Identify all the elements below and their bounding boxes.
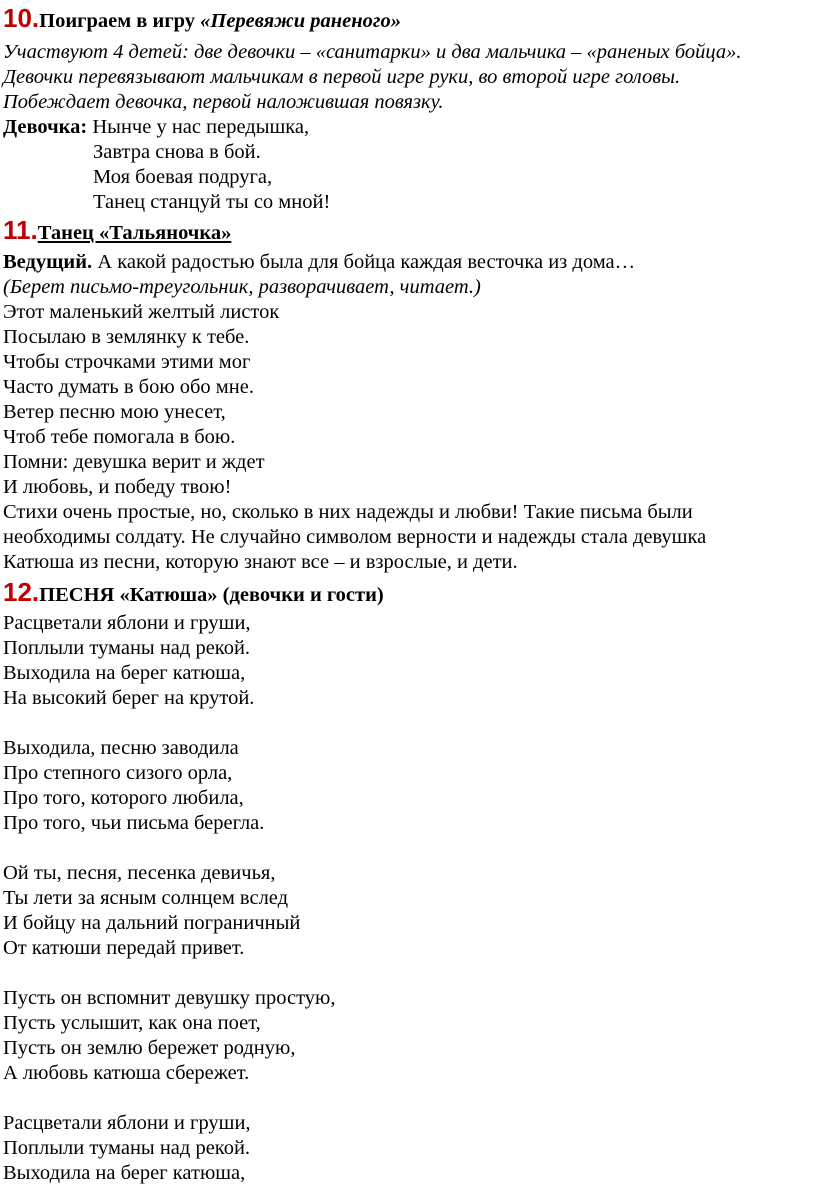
poem-line: Этот маленький желтый листок — [3, 301, 280, 323]
poem-line: Посылаю в землянку к тебе. — [3, 326, 250, 348]
section-number: 12. — [3, 577, 40, 607]
poem-line: Чтобы строчками этими мог — [3, 351, 251, 373]
song-line: Ты лети за ясным солнцем вслед — [3, 887, 289, 909]
section-number: 11. — [3, 215, 38, 245]
game-description-line: Девочки перевязывают мальчикам в первой игре руки, во второй игре головы. — [3, 66, 681, 88]
section-title-game-name: «Перевяжи раненого» — [200, 10, 401, 32]
section-number: 10. — [3, 3, 40, 33]
paragraph-line: Катюша из песни, которую знают все – и взрослые, и дети. — [3, 551, 518, 573]
song-line: Про того, чьи письма берегла. — [3, 812, 265, 834]
speaker-line — [3, 115, 309, 139]
game-description-line: Участвуют 4 детей: две девочки – «санитарки» и два мальчика – «раненых бойца». — [3, 41, 742, 63]
section-title: Танец «Тальяночка» — [37, 222, 232, 244]
poem-line: И любовь, и победу твою! — [3, 476, 232, 498]
song-line: И бойцу на дальний пограничный — [3, 912, 301, 934]
verse-line: Танец станцуй ты со мной! — [93, 191, 331, 213]
song-line: На высокий берег на крутой. — [3, 687, 255, 709]
song-line: Поплыли туманы над рекой. — [3, 1137, 251, 1159]
song-line: От катюши передай привет. — [3, 937, 245, 959]
song-line: Пусть услышит, как она поет, — [3, 1012, 261, 1034]
poem-line: Часто думать в бою обо мне. — [3, 376, 254, 398]
section-10-heading — [3, 3, 401, 33]
song-line: Про того, которого любила, — [3, 787, 244, 809]
poem-line: Ветер песню мою унесет, — [3, 401, 226, 423]
verse-line: Моя боевая подруга, — [93, 166, 273, 188]
song-line: Расцветали яблони и груши, — [3, 1112, 251, 1134]
speaker-text: А какой радостью была для бойца каждая весточка из дома… — [92, 251, 636, 273]
song-line: Расцветали яблони и груши, — [3, 612, 251, 634]
game-description-line: Побеждает девочка, первой наложившая повязку. — [3, 91, 444, 113]
section-title: Поиграем в игру — [39, 10, 201, 32]
song-line: Пусть он вспомнит девушку простую, — [3, 987, 336, 1009]
poem-line: Помни: девушка верит и ждет — [3, 451, 265, 473]
song-line: Выходила на берег катюша, — [3, 662, 246, 684]
song-line: Выходила, песню заводила — [3, 737, 239, 759]
song-line: А любовь катюша сбережет. — [3, 1062, 250, 1084]
section-title: ПЕСНЯ «Катюша» (девочки и гости) — [39, 584, 384, 606]
stage-direction: (Берет письмо-треугольник, разворачивает, читает.) — [3, 276, 481, 298]
verse-line: Нынче у нас передышка, — [87, 116, 310, 138]
paragraph-line: Стихи очень простые, но, сколько в них надежды и любви! Такие письма были — [3, 501, 693, 523]
speaker-name: Ведущий. — [3, 251, 93, 273]
speaker-line — [3, 250, 635, 274]
song-line: Ой ты, песня, песенка девичья, — [3, 862, 276, 884]
verse-line: Завтра снова в бой. — [93, 141, 261, 163]
section-12-heading — [3, 577, 384, 607]
song-line: Выходила на берег катюша, — [3, 1162, 246, 1184]
song-line: Пусть он землю бережет родную, — [3, 1037, 296, 1059]
paragraph-line: необходимы солдату. Не случайно символом верности и надежды стала девушка — [3, 526, 707, 548]
song-line: Про степного сизого орла, — [3, 762, 233, 784]
section-11-heading — [3, 215, 232, 245]
poem-line: Чтоб тебе помогала в бою. — [3, 426, 236, 448]
speaker-name: Девочка: — [3, 116, 88, 138]
song-line: Поплыли туманы над рекой. — [3, 637, 251, 659]
